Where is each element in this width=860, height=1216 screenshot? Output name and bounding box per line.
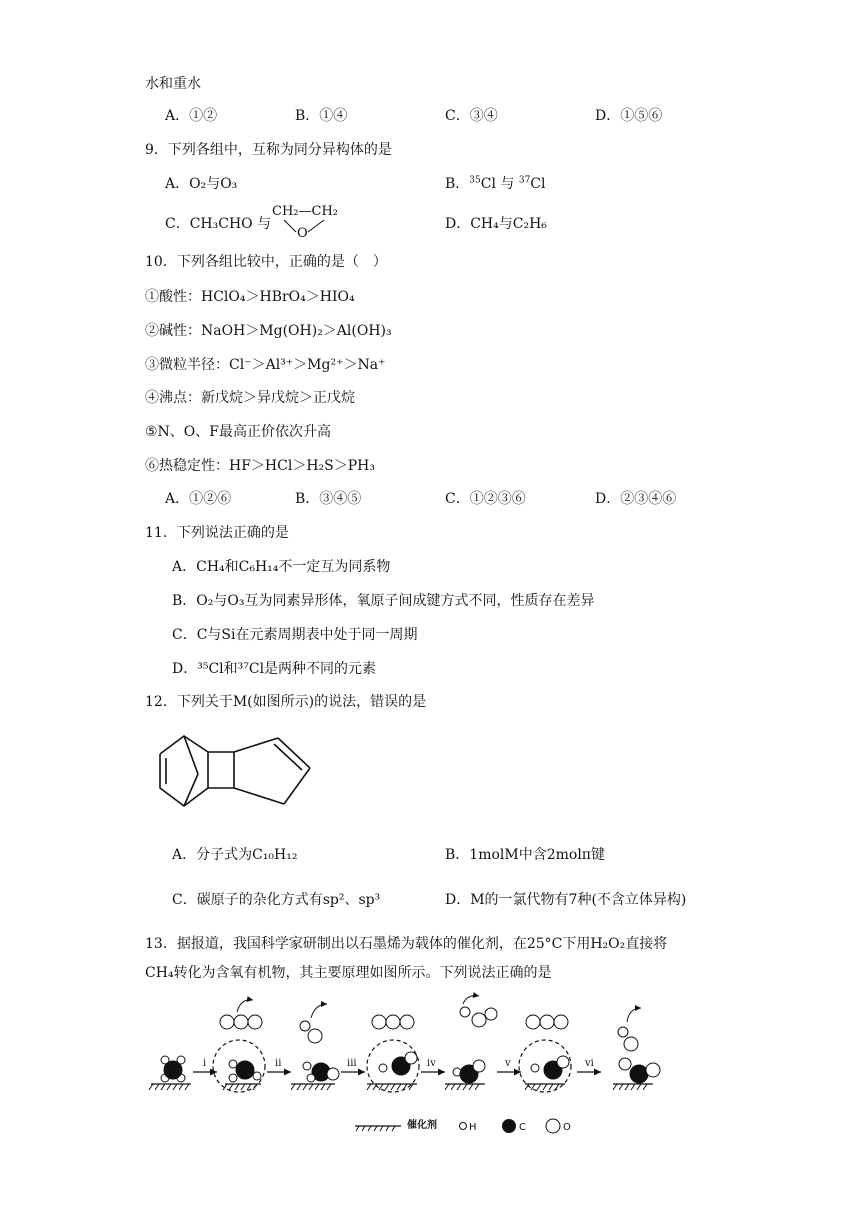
q10-item-2: ②碱性：NaOH＞Mg(OH)₂＞Al(OH)₃ <box>145 323 392 339</box>
q10-stem: 10．下列各组比较中，正确的是（ ） <box>145 254 387 270</box>
q9-stem: 9．下列各组中，互称为同分异构体的是 <box>145 142 392 158</box>
step-iii: iii <box>347 1058 357 1069</box>
q11-option-a[interactable]: A．CH₄和C₆H₁₄不一定互为同系物 <box>172 559 391 575</box>
q10-option-a[interactable]: A．①②⑥ <box>165 491 232 507</box>
q9-option-d[interactable]: D．CH₄与C₂H₆ <box>445 216 547 232</box>
q10-item-3: ③微粒半径：Cl⁻＞Al³⁺＞Mg²⁺＞Na⁺ <box>145 357 386 373</box>
q10-item-4: ④沸点：新戊烷＞异戊烷＞正戊烷 <box>145 390 355 406</box>
step-v: v <box>505 1058 511 1069</box>
q11-stem: 11．下列说法正确的是 <box>145 525 289 541</box>
step-iv: iv <box>427 1058 436 1069</box>
q11-option-c[interactable]: C．C与Si在元素周期表中处于同一周期 <box>172 627 418 643</box>
q13-line-1: 13．据报道，我国科学家研制出以石墨烯为载体的催化剂，在25°C下用H₂O₂直接将 <box>145 936 668 952</box>
q12-option-b[interactable]: B．1molM中含2molπ键 <box>445 847 606 863</box>
reaction-mechanism-diagram <box>145 992 705 1142</box>
q9-b-iso1: 35 <box>469 175 481 186</box>
legend <box>355 1118 571 1133</box>
q8-option-b[interactable]: B．①④ <box>295 108 348 124</box>
q9-option-b[interactable] <box>445 174 546 194</box>
step-i: i <box>203 1058 207 1069</box>
step-ii: ii <box>275 1058 282 1069</box>
q9-b-mid: Cl 与 <box>480 176 519 192</box>
q12-option-a[interactable]: A．分子式为C₁₀H₁₂ <box>172 847 298 863</box>
q9-c-struct-top: CH₂—CH₂ <box>272 204 338 219</box>
q11-option-b[interactable]: B．O₂与O₃互为同素异形体，氧原子间成键方式不同，性质存在差异 <box>172 593 595 609</box>
q8-option-d[interactable]: D．①⑤⑥ <box>595 108 663 124</box>
q13-line-2: CH₄转化为含氧有机物，其主要原理如图所示。下列说法正确的是 <box>145 965 552 981</box>
legend-c: C <box>519 1122 526 1133</box>
molecule-m-structure <box>150 722 320 834</box>
q9-option-a[interactable]: A．O₂与O₃ <box>165 176 238 192</box>
q9-b-end: Cl <box>530 176 546 192</box>
q9-c-struct-o: O <box>297 226 308 241</box>
legend-h: H <box>469 1122 477 1133</box>
q8-option-a[interactable]: A．①② <box>165 108 218 124</box>
legend-catalyst: 催化剂 <box>407 1120 437 1131</box>
q12-stem: 12．下列关于M(如图所示)的说法，错误的是 <box>145 694 427 710</box>
q10-item-6: ⑥热稳定性：HF＞HCl＞H₂S＞PH₃ <box>145 458 375 474</box>
q10-option-b[interactable]: B．③④⑤ <box>295 491 362 507</box>
q10-option-d[interactable]: D．②③④⑥ <box>595 491 677 507</box>
q9-option-c[interactable]: C．CH₃CHO 与 <box>165 216 272 232</box>
q12-option-c[interactable]: C．碳原子的杂化方式有sp²、sp³ <box>172 892 381 908</box>
step-vi: vi <box>585 1058 594 1069</box>
q10-item-5: ⑤N、O、F最高正价依次升高 <box>145 424 331 440</box>
q8-option-c[interactable]: C．③④ <box>445 108 498 124</box>
q12-option-d[interactable]: D．M的一氯代物有7种(不含立体异构) <box>445 892 687 908</box>
q9-b-prefix: B． <box>445 176 470 192</box>
legend-o: O <box>563 1122 571 1133</box>
q9-b-iso2: 37 <box>518 175 531 186</box>
q10-option-c[interactable]: C．①②③⑥ <box>445 491 526 507</box>
q11-option-d[interactable]: D．³⁵Cl和³⁷Cl是两种不同的元素 <box>172 661 377 677</box>
q8-continuation: 水和重水 <box>145 76 201 92</box>
q10-item-1: ①酸性：HClO₄＞HBrO₄＞HIO₄ <box>145 289 355 305</box>
q9-c-structure <box>272 204 342 242</box>
